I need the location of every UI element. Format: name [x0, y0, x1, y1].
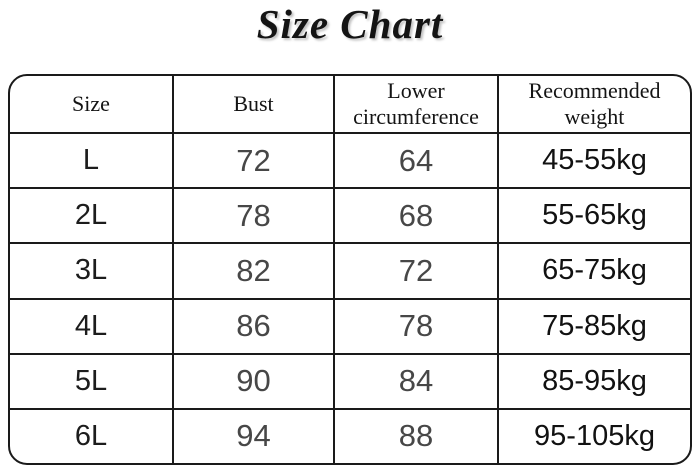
- size-chart-table: [8, 74, 692, 465]
- bust-cell: 82: [172, 242, 333, 297]
- weight-cell: 75-85kg: [497, 298, 690, 353]
- weight-cell: 95-105kg: [497, 408, 690, 463]
- page-title: Size Chart: [256, 1, 444, 47]
- weight-cell: 55-65kg: [497, 187, 690, 242]
- size-cell: 3L: [10, 242, 172, 297]
- size-cell: 2L: [10, 187, 172, 242]
- weight-cell: 45-55kg: [497, 132, 690, 187]
- size-cell: 5L: [10, 353, 172, 408]
- lower-cell: 88: [333, 408, 497, 463]
- header-cell-bust: [172, 76, 333, 132]
- lower-cell: 72: [333, 242, 497, 297]
- header-cell-recommended-weight: [497, 76, 690, 132]
- size-cell: 6L: [10, 408, 172, 463]
- header-lower-circumference-label: Lower circumference: [353, 78, 479, 129]
- size-cell: 4L: [10, 298, 172, 353]
- size-cell: L: [10, 132, 172, 187]
- lower-cell: 68: [333, 187, 497, 242]
- bust-cell: 94: [172, 408, 333, 463]
- bust-cell: 78: [172, 187, 333, 242]
- header-size-label: Size: [72, 91, 110, 116]
- header-recommended-weight-label: Recommended weight: [528, 78, 661, 129]
- header-cell-size: [10, 76, 172, 132]
- bust-cell: 90: [172, 353, 333, 408]
- header-bust-label: Bust: [233, 91, 274, 116]
- lower-cell: 78: [333, 298, 497, 353]
- lower-cell: 84: [333, 353, 497, 408]
- weight-cell: 85-95kg: [497, 353, 690, 408]
- bust-cell: 72: [172, 132, 333, 187]
- header-cell-lower-circumference: [333, 76, 497, 132]
- bust-cell: 86: [172, 298, 333, 353]
- lower-cell: 64: [333, 132, 497, 187]
- weight-cell: 65-75kg: [497, 242, 690, 297]
